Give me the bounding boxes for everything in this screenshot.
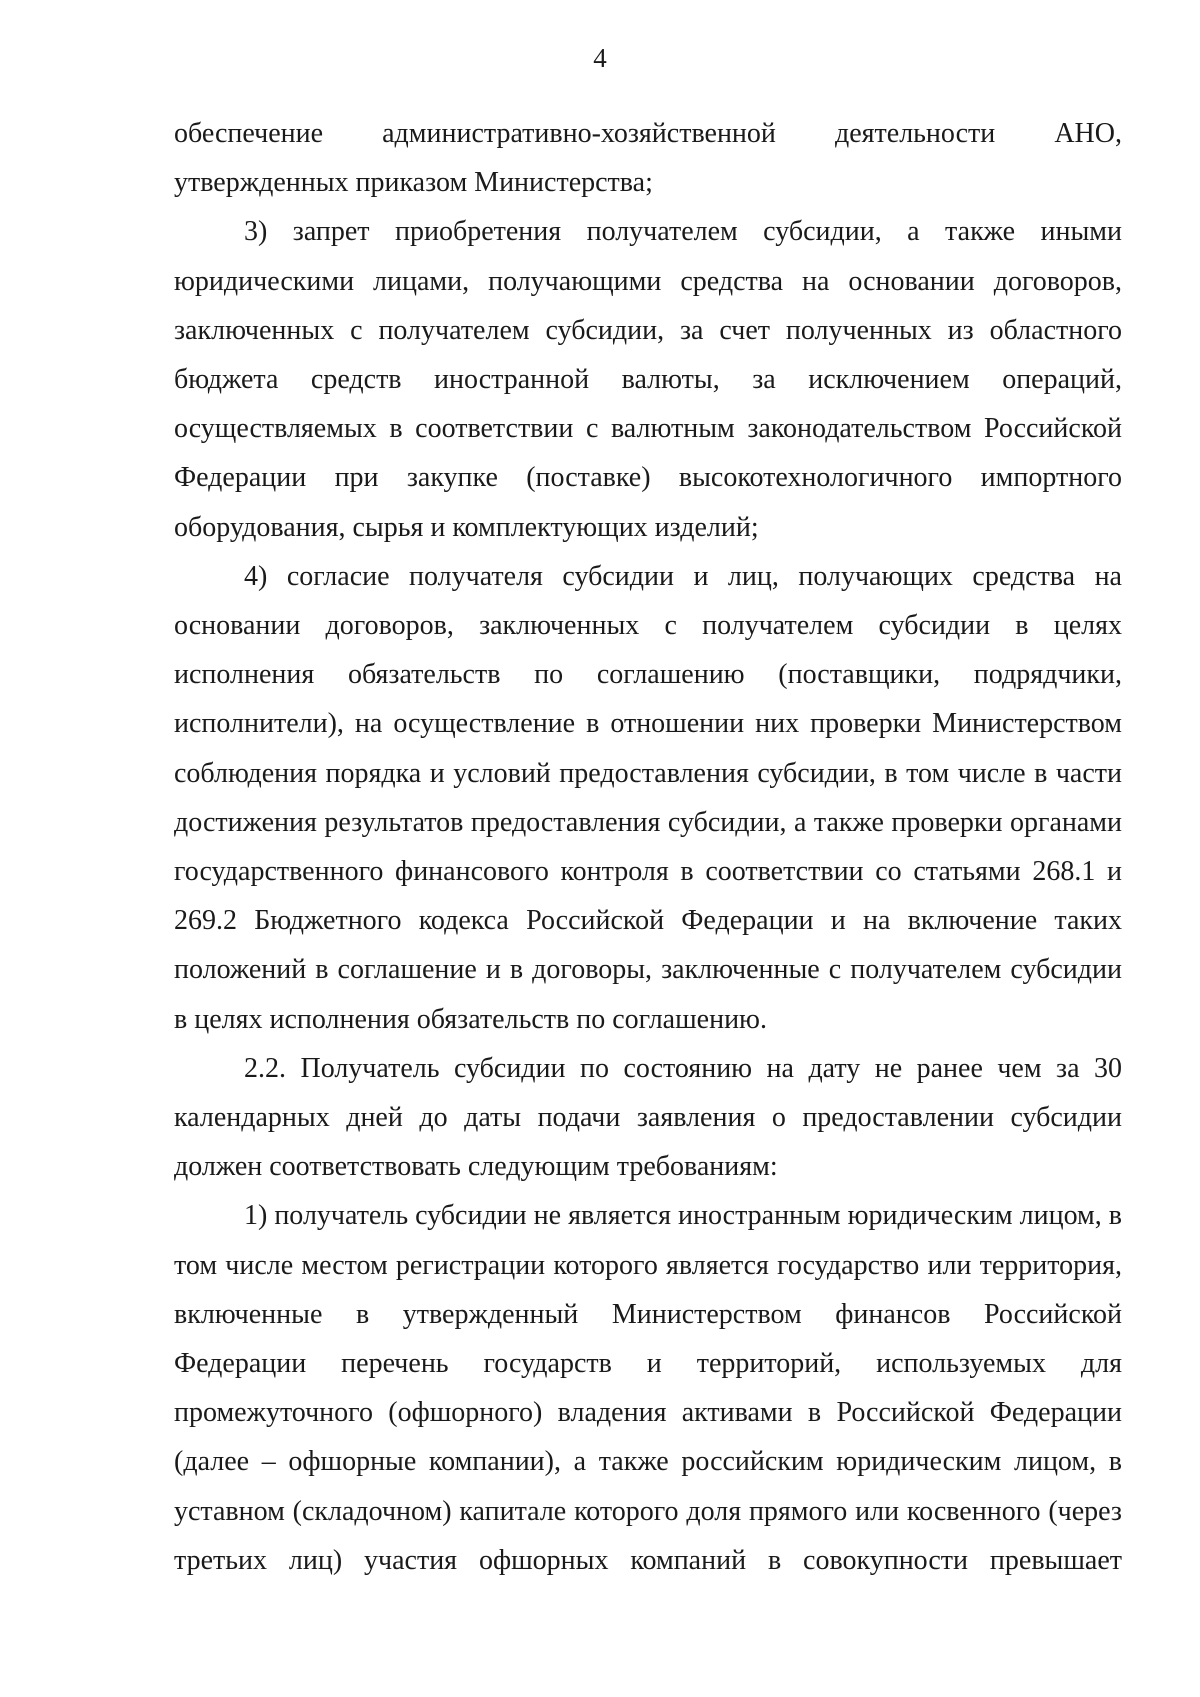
paragraph-3: 4) согласие получателя субсидии и лиц, получающих средства на основании договоров, заключенных с получателем субсидии в целях исполнения обязательств по соглашению (поставщики, подрядчики, исполнители), на осуществление в отношении них проверки Министерством соблюдения порядка и условий предоставления субсидии, в том числе в части достижения результатов предоставления субсидии, а также проверки органами государственного финансового контроля в соответствии со статьями 268.1 и 269.2 Бюджетного кодекса Российской Федерации и на включение таких положений в соглашение и в договоры, заключенные с получателем субсидии в целях исполнения обязательств по соглашению. bbox=[174, 560, 1122, 1035]
document-body bbox=[174, 109, 1122, 1585]
page-number: 4 bbox=[593, 43, 607, 73]
paragraph-4: 2.2. Получатель субсидии по состоянию на дату не ранее чем за 30 календарных дней до даты подачи заявления о предоставлении субсидии должен соответствовать следующим требованиям: bbox=[174, 1052, 1122, 1183]
paragraph-5: 1) получатель субсидии не является иностранным юридическим лицом, в том числе местом регистрации которого является государство или территория, включенные в утвержденный Министерством финансов Российской Федерации перечень государств и территорий, используемых для промежуточного (офшорного) владения активами в Российской Федерации (далее – офшорные компании), а также российским юридическим лицом, в уставном (складочном) капитале которого доля прямого или косвенного (через третьих лиц) участия офшорных компаний в совокупности превышает bbox=[174, 1200, 1122, 1576]
paragraph-2: 3) запрет приобретения получателем субсидии, а также иными юридическими лицами, получающими средства на основании договоров, заключенных с получателем субсидии, за счет полученных из областного бюджета средств иностранной валюты, за исключением операций, осуществляемых в соответствии с валютным законодательством Российской Федерации при закупке (поставке) высокотехнологичного импортного оборудования, сырья и комплектующих изделий; bbox=[174, 216, 1122, 543]
paragraph-1: обеспечение административно-хозяйственной деятельности АНО, утвержденных приказом Министерства; bbox=[174, 118, 1122, 199]
